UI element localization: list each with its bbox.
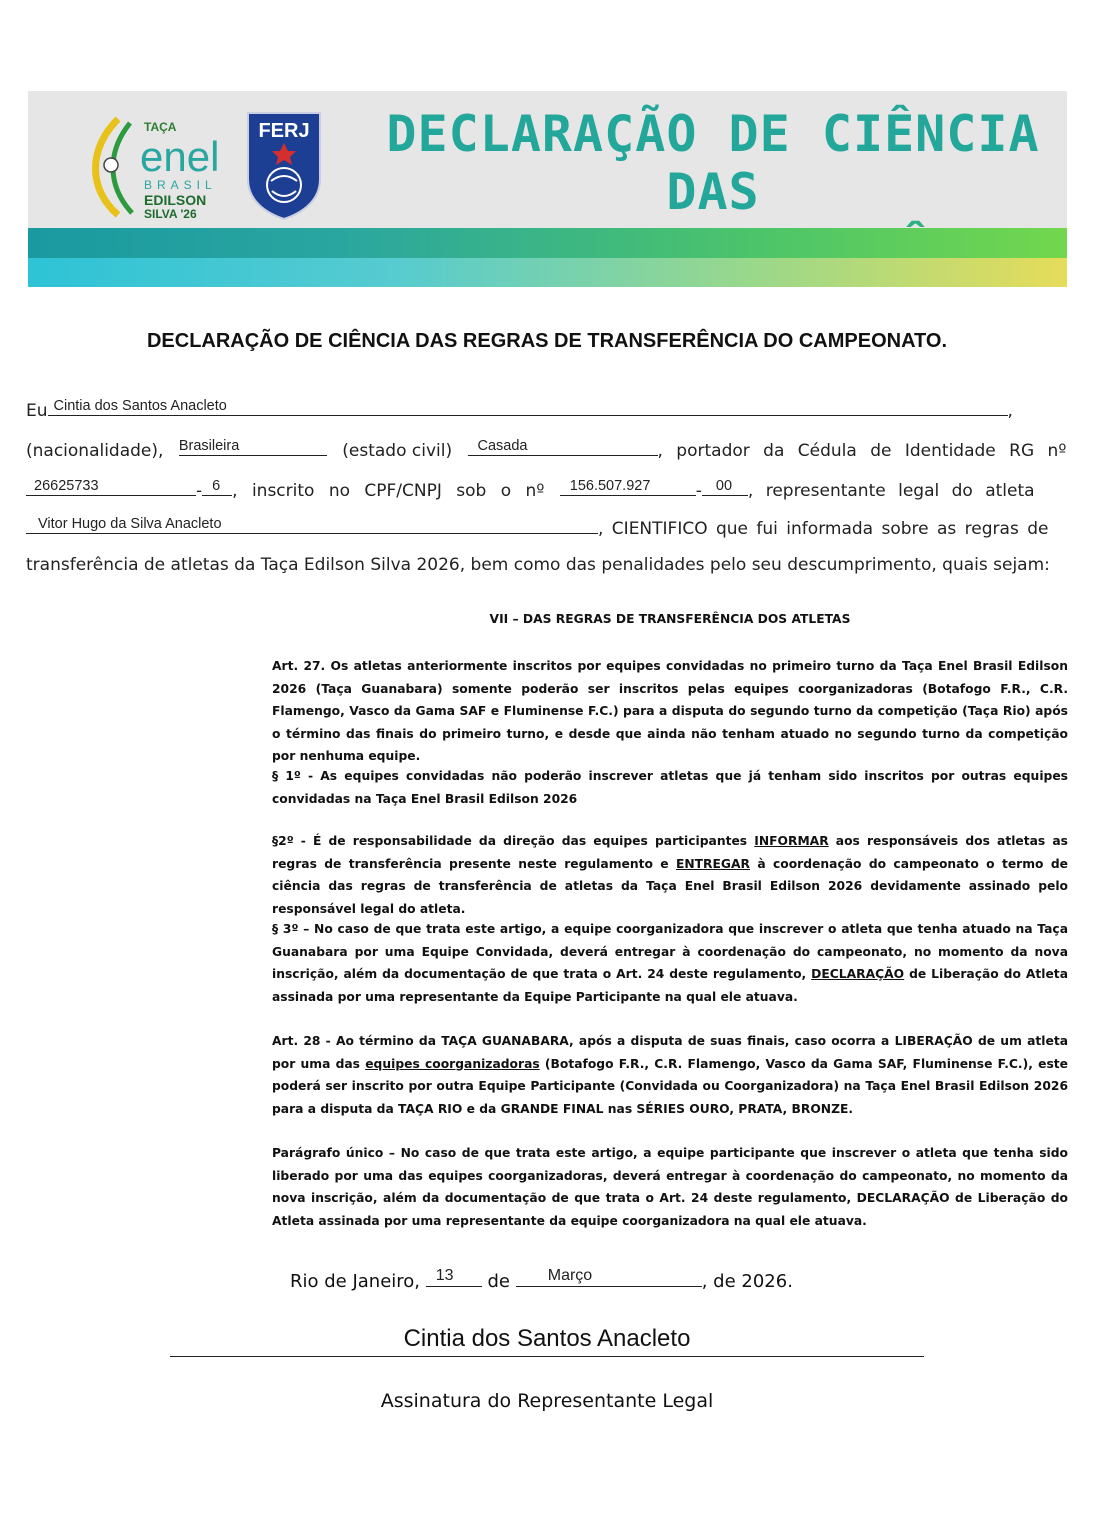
civil-status-value: Casada bbox=[477, 438, 528, 454]
form-line-athlete bbox=[26, 516, 1068, 539]
rg-label: , portador da Cédula de Identidade RG nº bbox=[657, 441, 1067, 461]
city-label: Rio de Janeiro, bbox=[290, 1271, 421, 1292]
art-27: Art. 27. Os atletas anteriormente inscritos por equipes convidadas no primeiro turno da Taça Enel Brasil Edilson 2026 (Taça Guanabara) somente poderão ser inscritos pelas equipes coorganizadoras (Botafogo F.R., C.R. Flamengo, Vasco da Gama SAF e Fluminense F.C.) para a disputa do segundo turno da competição (Taça Rio) após o término das finais do primeiro turno, e desde que ainda não tenham atuado no segundo turno da competição por nenhuma equipe. bbox=[272, 659, 1068, 764]
rules-heading: VII – DAS REGRAS DE TRANSFERÊNCIA DOS ATLETAS bbox=[489, 612, 851, 626]
paragraph-3: § 3º – No caso de que trata este artigo, a equipe coorganizadora que inscrever o atleta que tenha atuado na Taça Guanabara por uma Equipe Convidada, deverá entregar à coordenação do campeonato, no momento da nova inscrição, além da documentação de que trata o Art. 24 deste regulamento, DECLARAÇÃO de Liberação do Atleta assinada por uma representante da Equipe Participante na qual ele atuava. bbox=[272, 922, 1068, 1004]
cpf-digit-field[interactable] bbox=[702, 478, 748, 496]
nationality-value: Brasileira bbox=[178, 438, 240, 454]
day-field[interactable] bbox=[426, 1266, 482, 1287]
banner-band-top bbox=[28, 228, 1067, 258]
logo-silva-word: SILVA '26 bbox=[144, 207, 197, 219]
civil-status-field[interactable] bbox=[468, 438, 658, 456]
cpf-number-field[interactable] bbox=[560, 478, 696, 496]
nationality-label: (nacionalidade), bbox=[26, 441, 164, 461]
logo-edilson-word: EDILSON bbox=[144, 192, 207, 208]
header-banner bbox=[28, 91, 1067, 287]
art-28: Art. 28 - Ao término da TAÇA GUANABARA, após a disputa de suas finais, caso ocorra a LIBERAÇÃO de um atleta por uma das equipes coorganizadoras (Botafogo F.R., C.R. Flamengo, Vasco da Gama SAF, Fluminense F.C.), este poderá ser inscrito por outra Equipe Participante (Convidada ou Coorganizadora) na Taça Enel Brasil Edilson 2026 para a disputa da TAÇA RIO e da GRANDE FINAL nas SÉRIES OURO, PRATA, BRONZE. bbox=[272, 1034, 1068, 1116]
legal-rep-label: , representante legal do atleta bbox=[747, 481, 1035, 501]
form-line-nationality bbox=[26, 438, 1068, 461]
cpf-number-value: 156.507.927 bbox=[569, 478, 651, 494]
cpf-label: , inscrito no CPF/CNPJ sob o nº bbox=[232, 481, 545, 501]
name-value: Cintia dos Santos Anacleto bbox=[53, 398, 227, 414]
month-value: Março bbox=[547, 1267, 593, 1284]
declaracao-underlined: DECLARAÇÃO bbox=[811, 967, 905, 982]
taca-enel-logo bbox=[78, 109, 248, 219]
ferj-shield-logo bbox=[244, 109, 324, 221]
athlete-name-value: Vitor Hugo da Silva Anacleto bbox=[38, 516, 222, 532]
form-line-last: transferência de atletas da Taça Edilson Silva 2026, bem como das penalidades pelo seu descumprimento, quais sejam: bbox=[26, 555, 1050, 575]
day-value: 13 bbox=[435, 1267, 454, 1284]
signature-line bbox=[170, 1356, 924, 1357]
form-line-rg: 26625733 - 6 , inscrito no CPF/CNPJ sob o nº 156.507.927 - 00 , representante legal do atleta bbox=[26, 478, 1068, 501]
rg-number-field[interactable] bbox=[26, 478, 196, 496]
cpf-digit-value: 00 bbox=[715, 478, 733, 494]
banner-title-line1: DECLARAÇÃO DE CIÊNCIA DAS bbox=[386, 105, 1040, 221]
equipes-coorganizadoras-underlined: equipes coorganizadoras bbox=[365, 1056, 540, 1071]
eu-label: Eu bbox=[26, 401, 48, 421]
logo-brasil-word: BRASIL bbox=[144, 178, 217, 192]
form-line-name: Eu Cintia dos Santos Anacleto , bbox=[26, 398, 1013, 421]
athlete-name-field[interactable] bbox=[26, 516, 598, 534]
rg-digit-field[interactable] bbox=[202, 478, 232, 496]
rg-number-value: 26625733 bbox=[34, 478, 99, 494]
month-field[interactable] bbox=[516, 1266, 702, 1287]
logo-taca-word: TAÇA bbox=[144, 120, 177, 134]
logo-enel-word: enel bbox=[140, 133, 220, 180]
informar-underlined: INFORMAR bbox=[754, 834, 829, 848]
signature-label: Assinatura do Representante Legal bbox=[380, 1390, 714, 1412]
document-title: DECLARAÇÃO DE CIÊNCIA DAS REGRAS DE TRANSFERÊNCIA DO CAMPEONATO. bbox=[146, 330, 948, 352]
nationality-field[interactable] bbox=[179, 438, 327, 456]
entregar-underlined: ENTREGAR bbox=[675, 856, 750, 871]
date-line bbox=[290, 1266, 793, 1292]
cientifico-text: , CIENTIFICO que fui informada sobre as regras de bbox=[598, 519, 1049, 539]
ferj-text: FERJ bbox=[258, 120, 310, 142]
paragraph-2: §2º - É de responsabilidade da direção das equipes participantes INFORMAR aos responsáveis dos atletas as regras de transferência presente neste regulamento e ENTREGAR à coordenação do campeonato o termo de ciência das regras de transferência de atletas da Taça Enel Brasil Edilson 2026 devidamente assinado pelo responsável legal do atleta. bbox=[272, 834, 1068, 916]
civil-status-label: (estado civil) bbox=[342, 441, 453, 461]
name-field[interactable] bbox=[48, 398, 1008, 416]
paragraph-1: § 1º - As equipes convidadas não poderão inscrever atletas que já tenham sido inscritos por outras equipes convidadas na Taça Enel Brasil Edilson 2026 bbox=[272, 769, 1068, 806]
banner-band-bottom bbox=[28, 258, 1067, 287]
signature-name: Cintia dos Santos Anacleto bbox=[403, 1325, 691, 1352]
de-label: de bbox=[487, 1271, 510, 1292]
paragrafo-unico: Parágrafo único – No caso de que trata este artigo, a equipe participante que inscrever o atleta que tenha sido liberado por uma das equipes coorganizadoras, deverá entregar à coordenação do campeonato, no momento da nova inscrição, além da documentação de que trata o Art. 24 deste regulamento, DECLARAÇÃO de Liberação do Atleta assinada por uma representante da equipe coorganizadora na qual ele atuava. bbox=[272, 1146, 1068, 1228]
rg-digit-value: 6 bbox=[212, 478, 221, 494]
year-text: , de 2026. bbox=[701, 1271, 793, 1292]
